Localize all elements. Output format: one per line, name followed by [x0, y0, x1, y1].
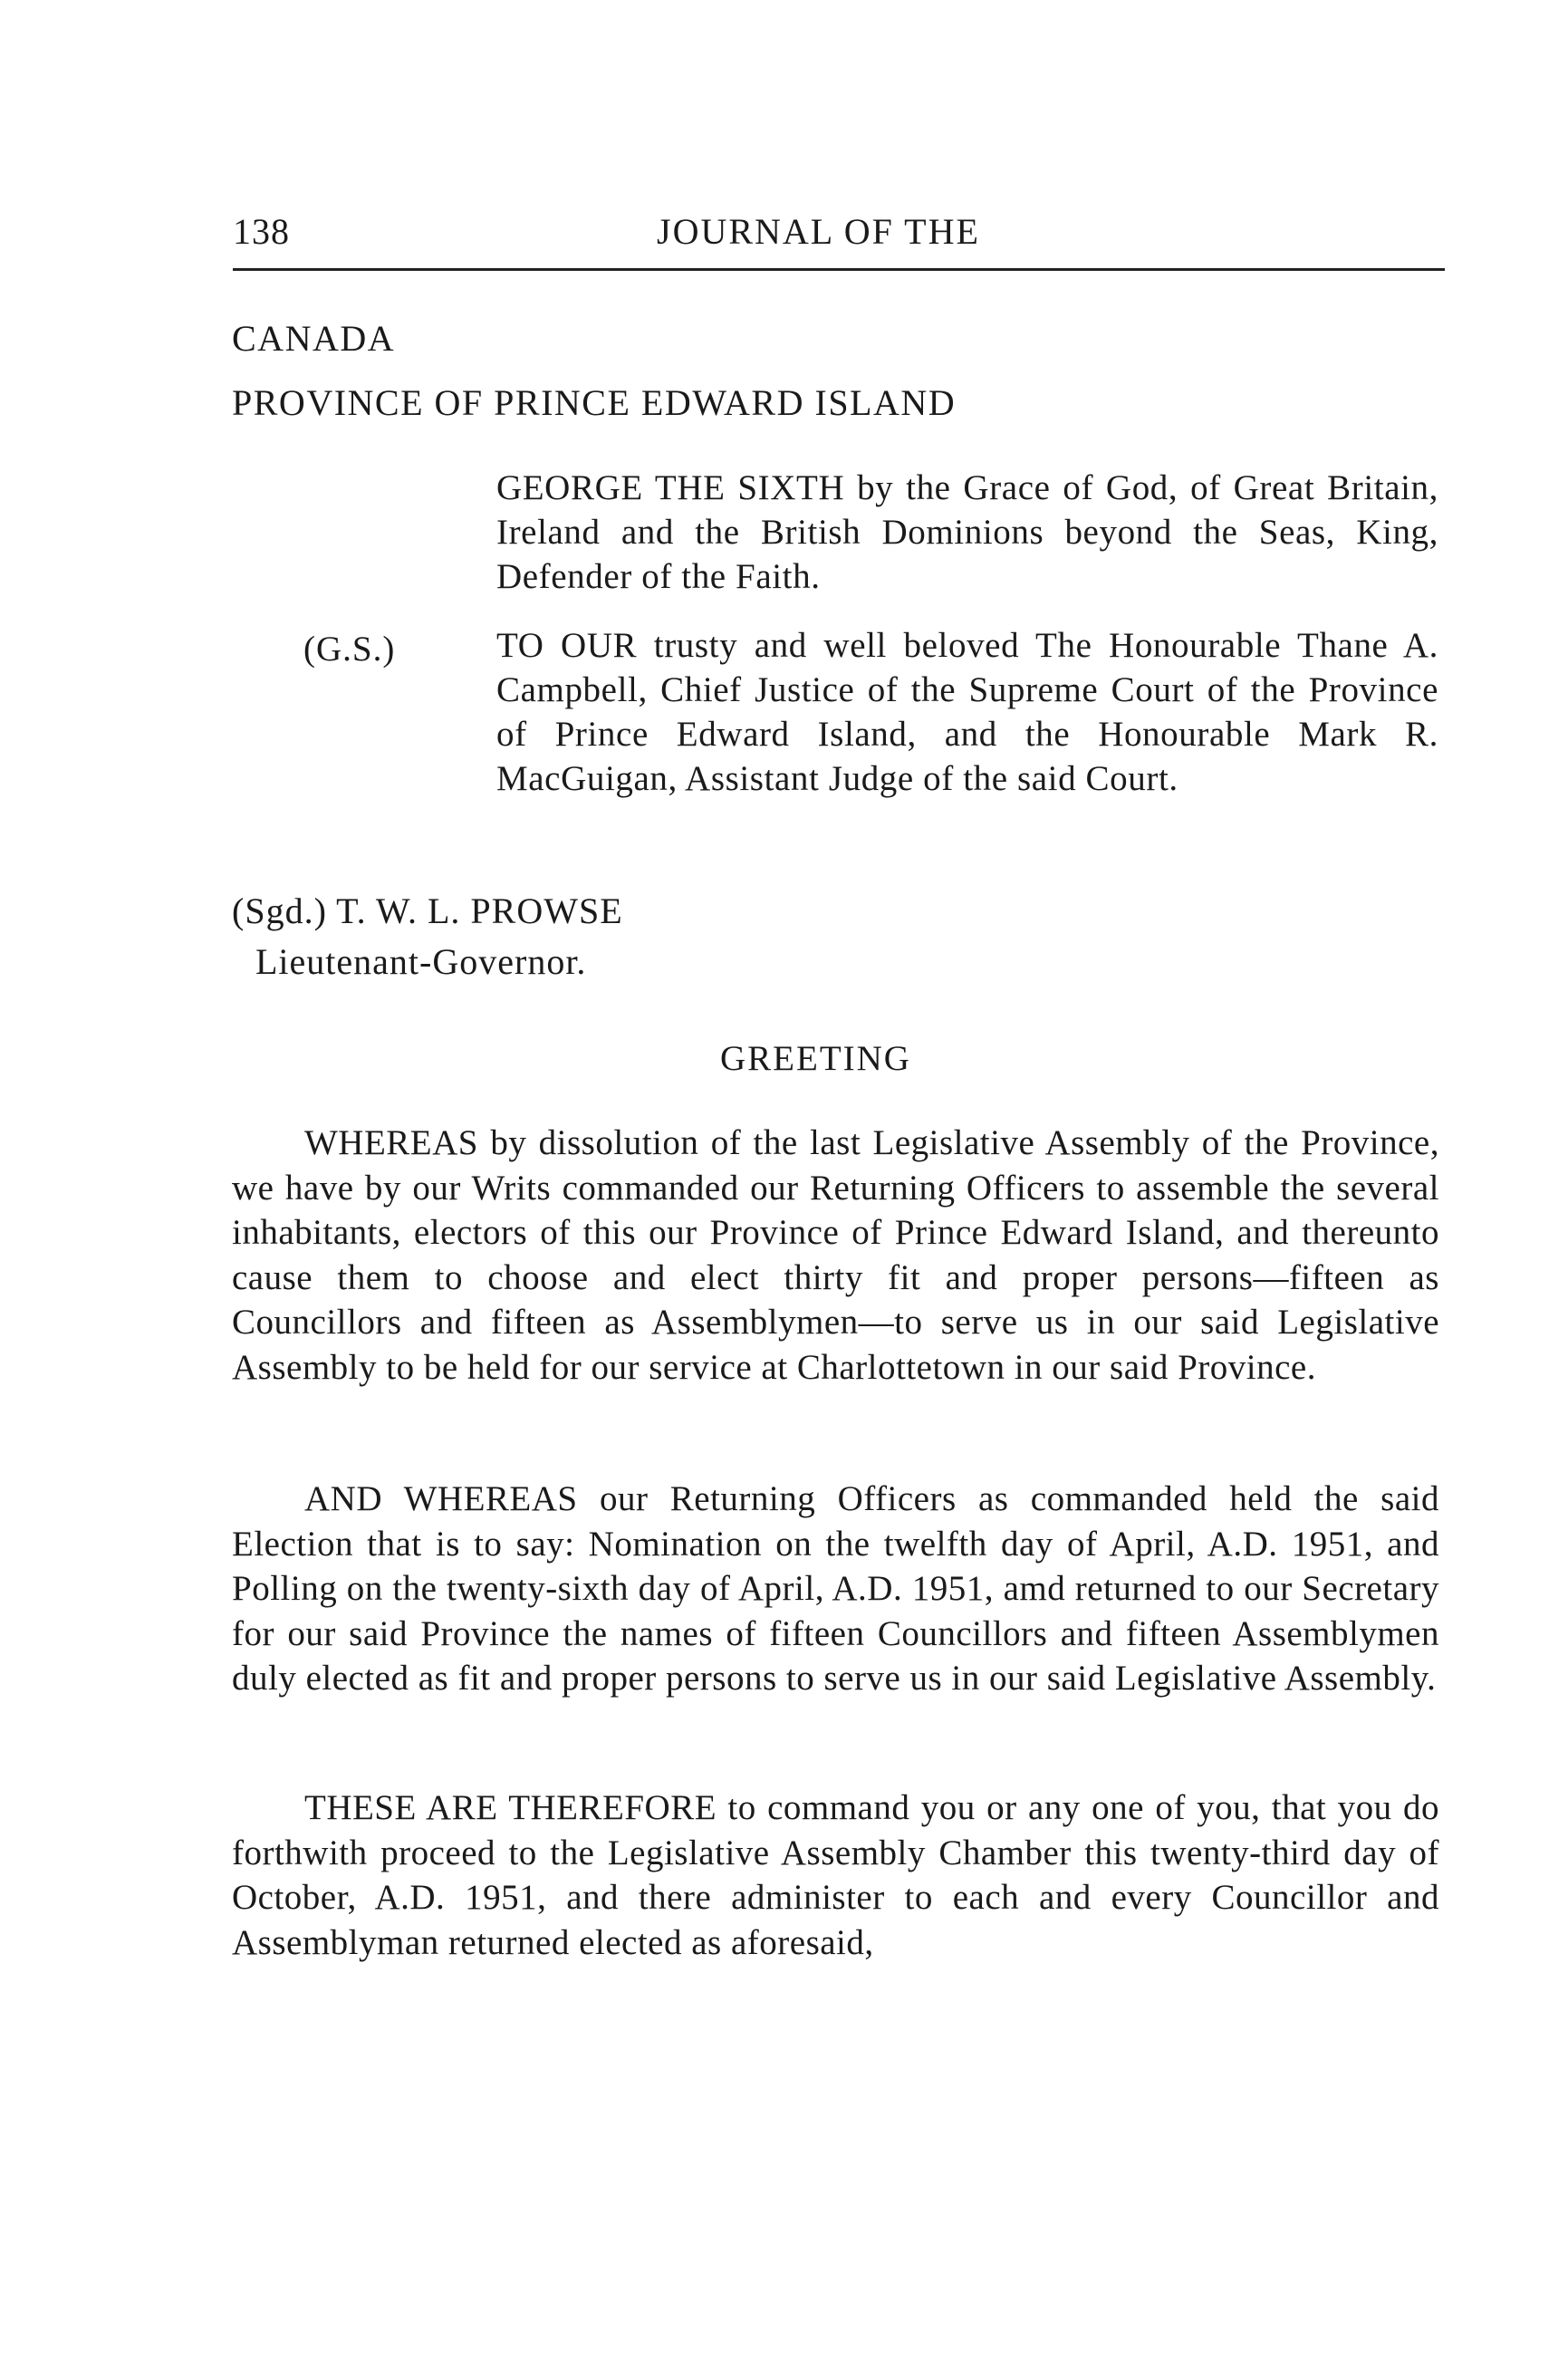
sovereign-style-block: GEORGE THE SIXTH by the Grace of God, of Great Britain, Ireland and the British Dominions beyond the Seas, King, Defender of the Faith.	[496, 468, 1438, 596]
paragraph-these-are-therefore: THESE ARE THEREFORE to command you or any one of you, that you do forthwith proceed to the Legislative Assembly Chamber this twenty-third day of October, A.D. 1951, and there administer to each and every Councillor and Assemblyman returned elected as aforesaid,	[232, 1788, 1439, 1962]
running-header	[233, 210, 1445, 265]
country-heading: CANADA	[232, 318, 396, 359]
great-seal-mark: (G.S.)	[303, 630, 396, 669]
paragraph-whereas: WHEREAS by dissolution of the last Legislative Assembly of the Province, we have by our Writs commanded our Returning Officers to assemble the several inhabitants, electors of this our Province of Prince Edward Island, and thereunto cause them to choose and elect thirty fit and proper persons—fifteen as Councillors and fifteen as Assemblymen—to serve us in our said Legislative Assembly to be held for our service at Charlottetown in our said Province.	[232, 1123, 1439, 1387]
paragraph-and-whereas: AND WHEREAS our Returning Officers as commanded held the said Election that is to say: Nomination on the twelfth day of April, A.D. 1951, and Polling on the twenty-sixth day of April, A.D. 1951, amd returned to our Secretary for our said Province the names of fifteen Councillors and fifteen Assemblymen duly elected as fit and proper persons to serve us in our said Legislative Assembly.	[232, 1479, 1439, 1698]
signature-line: (Sgd.) T. W. L. PROWSE	[232, 890, 623, 931]
signatory-title: Lieutenant-Governor.	[255, 941, 587, 982]
running-title: JOURNAL OF THE	[657, 211, 980, 252]
page-number: 138	[233, 211, 290, 252]
greeting-heading: GREETING	[720, 1039, 911, 1078]
header-rule	[233, 268, 1445, 271]
province-heading: PROVINCE OF PRINCE EDWARD ISLAND	[232, 382, 957, 423]
addressee-block: TO OUR trusty and well beloved The Honourable Thane A. Campbell, Chief Justice of the Supreme Court of the Province of Prince Edward Island, and the Honourable Mark R. MacGuigan, Assistant Judge of the said Court.	[496, 626, 1438, 798]
